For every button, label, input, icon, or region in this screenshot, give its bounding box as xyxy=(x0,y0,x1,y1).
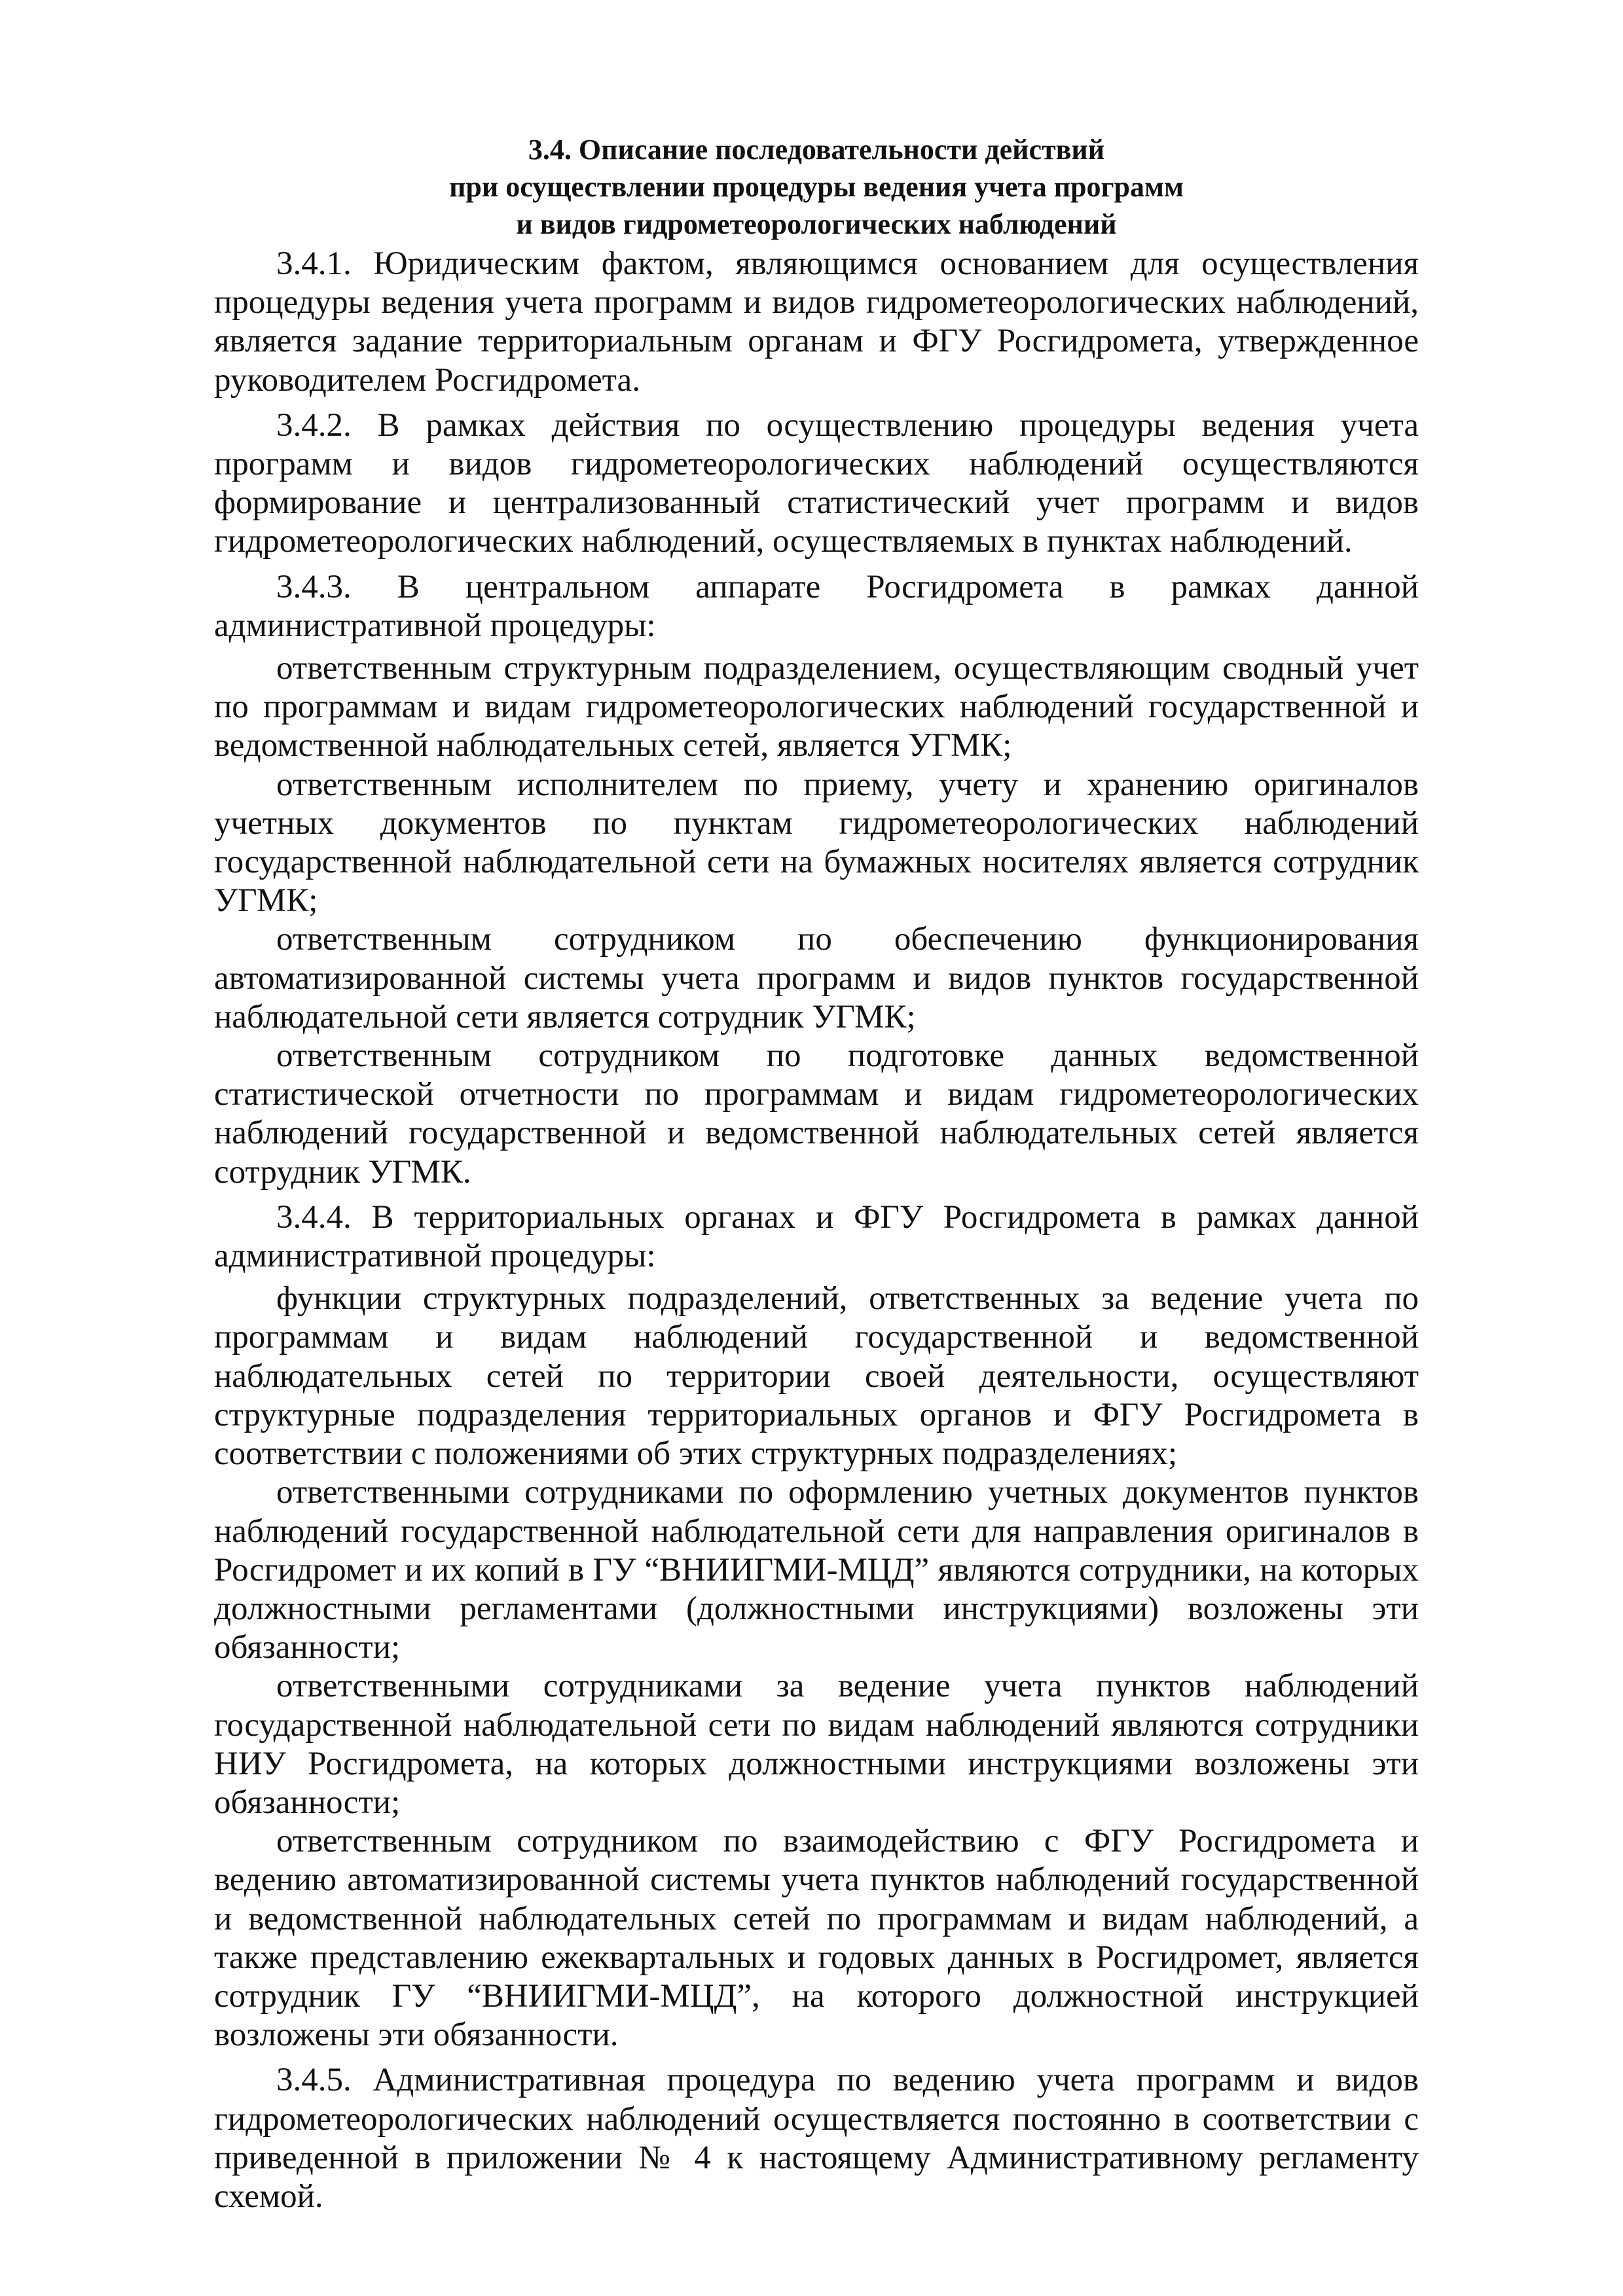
paragraph-3-4-2: 3.4.2. В рамках действия по осуществлению процедуры ведения учета программ и видов гидрометеорологических наблюдений осуществляются формирование и централизованный статистический учет программ и видов гидрометеорологических наблюдений, осуществляемых в пунктах наблюдений. xyxy=(214,406,1419,560)
paragraph-3-4-3: 3.4.3. В центральном аппарате Росгидромета в рамках данной административной процедуры: xyxy=(214,568,1419,644)
list-item: ответственным сотрудником по обеспечению функционирования автоматизированной системы учета программ и видов пунктов государственной наблюдательной сети является сотрудник УГМК; xyxy=(214,921,1419,1035)
list-item: функции структурных подразделений, ответственных за ведение учета по программам и видам наблюдений государственной и ведомственной наблюдательных сетей по территории своей деятельности, осуществляют структурные подразделения территориальных органов и ФГУ Росгидромета в соответствии с положениями об этих структурных подразделениях; xyxy=(214,1280,1419,1473)
section-heading xyxy=(214,131,1419,243)
paragraph-3-4-4: 3.4.4. В территориальных органах и ФГУ Росгидромета в рамках данной административной процедуры: xyxy=(214,1198,1419,1275)
section-heading-line-3: и видов гидрометеорологических наблюдений xyxy=(516,208,1117,240)
list-item: ответственным исполнителем по приему, учету и хранению оригиналов учетных документов по пунктам гидрометеорологических наблюдений государственной наблюдательной сети на бумажных носителях является сотрудник УГМК; xyxy=(214,766,1419,920)
section-heading-line-2: при осуществлении процедуры ведения учета программ xyxy=(449,171,1184,203)
list-item: ответственными сотрудниками по оформлению учетных документов пунктов наблюдений государственной наблюдательной сети для направления оригиналов в Росгидромет и их копий в ГУ “ВНИИГМИ-МЦД” являются сотрудники, на которых должностными регламентами (должностными инструкциями) возложены эти обязанности; xyxy=(214,1474,1419,1666)
list-item: ответственными сотрудниками за ведение учета пунктов наблюдений государственной наблюдательной сети по видам наблюдений являются сотрудники НИУ Росгидромета, на которых должностными инструкциями возложены эти обязанности; xyxy=(214,1668,1419,1821)
paragraph-3-4-5: 3.4.5. Административная процедура по ведению учета программ и видов гидрометеорологических наблюдений осуществляется постоянно в соответствии с приведенной в приложении № 4 к настоящему Административному регламенту схемой. xyxy=(214,2062,1419,2215)
section-heading-line-1: 3.4. Описание последовательности действий xyxy=(528,134,1105,166)
paragraph-3-4-1: 3.4.1. Юридическим фактом, являющимся основанием для осуществления процедуры ведения учета программ и видов гидрометеорологических наблюдений, является задание территориальным органам и ФГУ Росгидромета, утвержденное руководителем Росгидромета. xyxy=(214,245,1419,399)
document-page xyxy=(214,131,1419,2223)
list-item: ответственным сотрудником по подготовке данных ведомственной статистической отчетности по программам и видам гидрометеорологических наблюдений государственной и ведомственной наблюдательных сетей является сотрудник УГМК. xyxy=(214,1037,1419,1191)
list-item: ответственным структурным подразделением, осуществляющим сводный учет по программам и видам гидрометеорологических наблюдений государственной и ведомственной наблюдательных сетей, является УГМК; xyxy=(214,650,1419,764)
list-item: ответственным сотрудником по взаимодействию с ФГУ Росгидромета и ведению автоматизированной системы учета пунктов наблюдений государственной и ведомственной наблюдательных сетей по программам и видам наблюдений, а также представлению ежеквартальных и годовых данных в Росгидромет, является сотрудник ГУ “ВНИИГМИ-МЦД”, на которого должностной инструкцией возложены эти обязанности. xyxy=(214,1823,1419,2054)
